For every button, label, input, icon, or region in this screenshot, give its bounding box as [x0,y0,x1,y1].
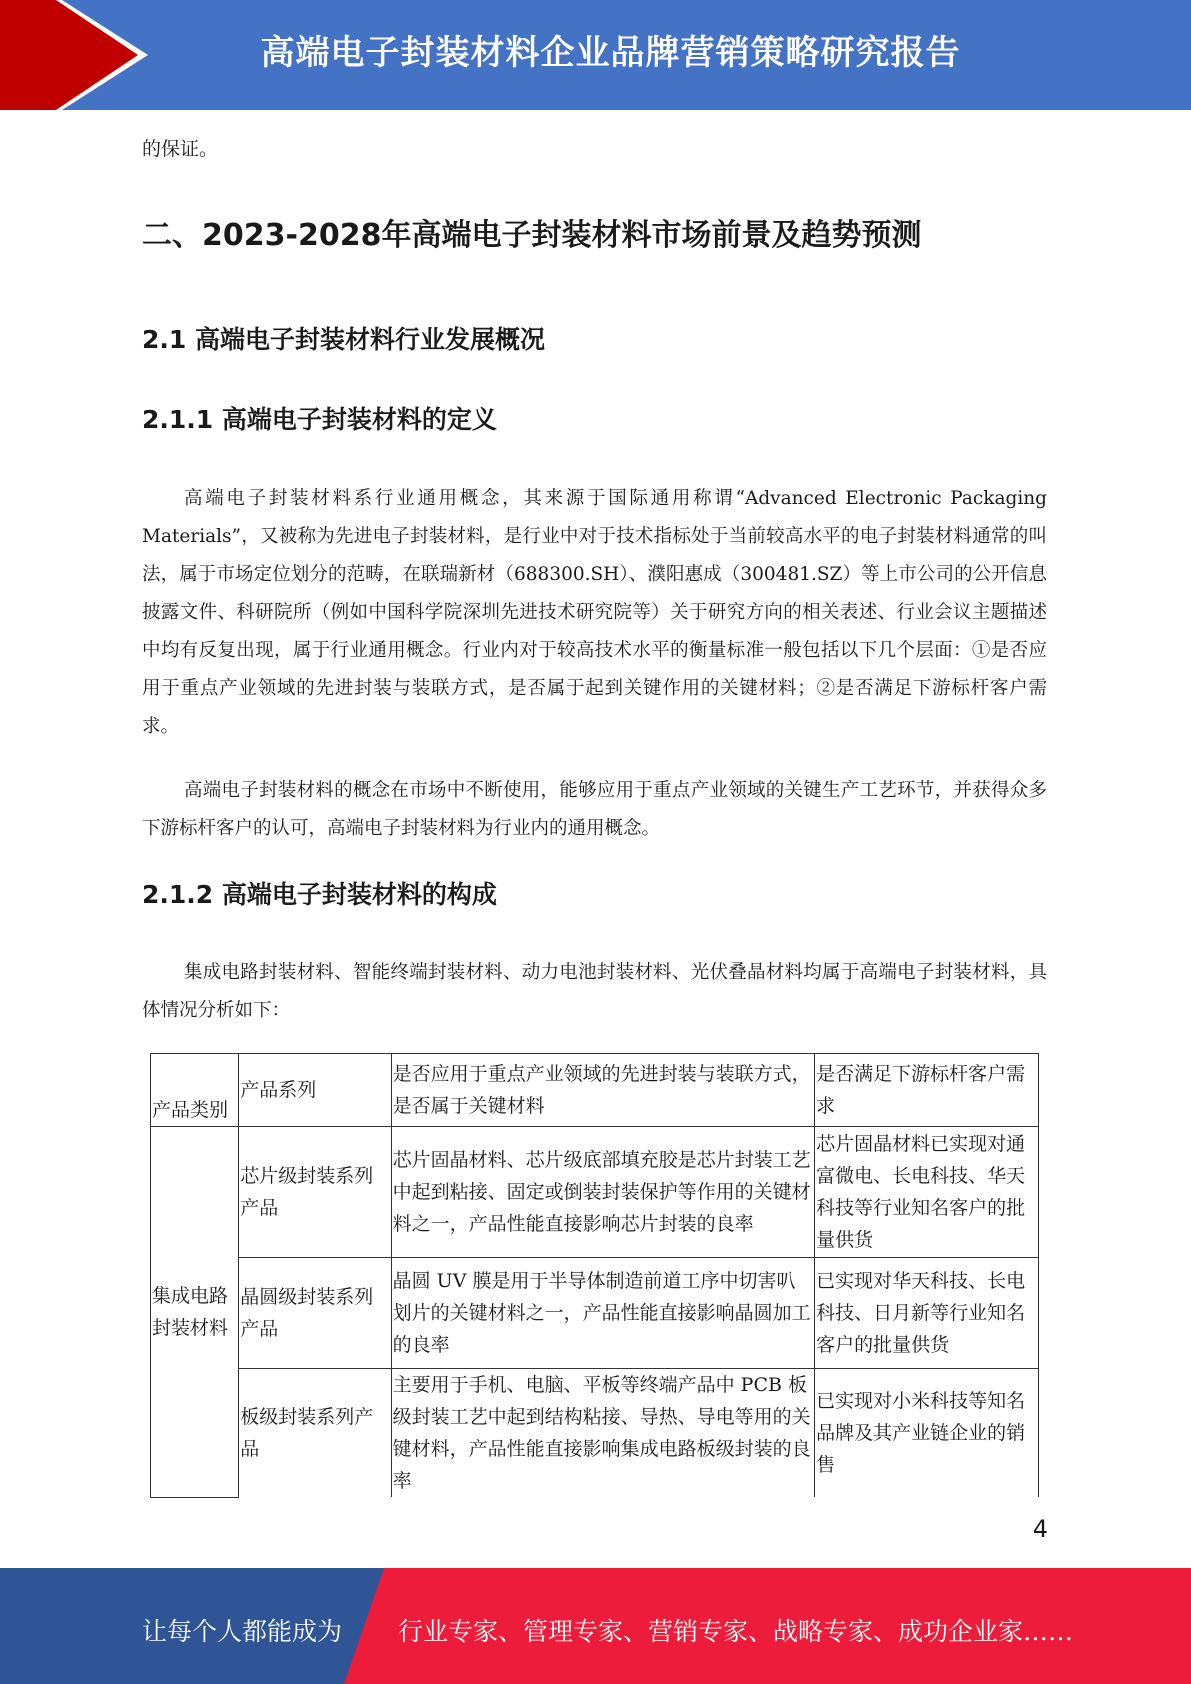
page-header [0,0,1191,110]
series-cell: 晶圆级封装系列产品 [239,1258,391,1369]
definition-paragraph: 高端电子封装材料系行业通用概念，其来源于国际通用称谓“Advanced Electronic Packaging Materials”，又被称为先进电子封装材料，是行业中对于技术指标处于当前较高水平的电子封装材料通常的叫法，属于市场定位划分的范畴，在联瑞新材（688300.SH）、濮阳惠成（300481.SZ）等上市公司的公开信息披露文件、科研院所（例如中国科学院深圳先进技术研究院等）关于研究方向的相关表述、行业会议主题描述中均有反复出现，属于行业通用概念。行业内对于较高技术水平的衡量标准一般包括以下几个层面：①是否应用于重点产业领域的先进封装与装联方式，是否属于起到关键作用的关键材料；②是否满足下游标杆客户需求。 [142,488,1047,737]
customer-cell: 已实现对小米科技等知名品牌及其产业链企业的销售 [815,1369,1039,1498]
concept-paragraph: 高端电子封装材料的概念在市场中不断使用，能够应用于重点产业领域的关键生产工艺环节，并获得众多下游标杆客户的认可，高端电子封装材料为行业内的通用概念。 [142,780,1047,839]
table-row [151,1369,1039,1498]
header-chevron-decoration [0,0,160,110]
materials-table [150,1053,1039,1498]
page-footer [0,1568,1191,1684]
series-cell: 板级封装系列产品 [239,1369,391,1498]
report-title: 高端电子封装材料企业品牌营销策略研究报告 [260,33,961,73]
lead-text: 的保证。 [142,138,219,160]
header-key-material: 是否应用于重点产业领域的先进封装与装联方式，是否属于关键材料 [391,1054,815,1127]
header-product-series: 产品系列 [239,1054,391,1127]
table-row [151,1258,1039,1369]
category-cell: 集成电路封装材料 [151,1127,239,1498]
section-title: 二、2023-2028年高端电子封装材料市场前景及趋势预测 [142,218,922,253]
key-material-cell: 晶圆 UV 膜是用于半导体制造前道工序中切害叭划片的关键材料之一，产品性能直接影响晶圆加工的良率 [391,1258,815,1369]
key-material-cell: 芯片固晶材料、芯片级底部填充胶是芯片封装工艺中起到粘接、固定或倒装封装保护等作用的关键材料之一，产品性能直接影响芯片封装的良率 [391,1127,815,1258]
key-material-cell: 主要用于手机、电脑、平板等终端产品中 PCB 板级封装工艺中起到结构粘接、导热、导电等用的关键材料，产品性能直接影响集成电路板级封装的良率 [391,1369,815,1498]
customer-cell: 芯片固晶材料已实现对通富微电、长电科技、华天科技等行业知名客户的批量供货 [815,1127,1039,1258]
footer-slogan-left: 让每个人都能成为 [142,1617,343,1646]
header-customer-demand: 是否满足下游标杆客户需求 [815,1054,1039,1127]
composition-paragraph: 集成电路封装材料、智能终端封装材料、动力电池封装材料、光伏叠晶材料均属于高端电子封装材料，具体情况分析如下： [142,962,1047,1021]
footer-slogan-right: 行业专家、管理专家、营销专家、战略专家、成功企业家…… [398,1617,1074,1646]
table-row [151,1127,1039,1258]
definition-heading: 2.1.1 高端电子封装材料的定义 [142,405,497,434]
table-header-row [151,1054,1039,1127]
page-number: 4 [1032,1515,1048,1543]
customer-cell: 已实现对华天科技、长电科技、日月新等行业知名客户的批量供货 [815,1258,1039,1369]
series-cell: 芯片级封装系列产品 [239,1127,391,1258]
page-content [142,130,1047,1492]
composition-heading: 2.1.2 高端电子封装材料的构成 [142,880,497,909]
subsection-title: 2.1 高端电子封装材料行业发展概况 [142,325,545,354]
header-product-category: 产品类别 [151,1054,239,1127]
